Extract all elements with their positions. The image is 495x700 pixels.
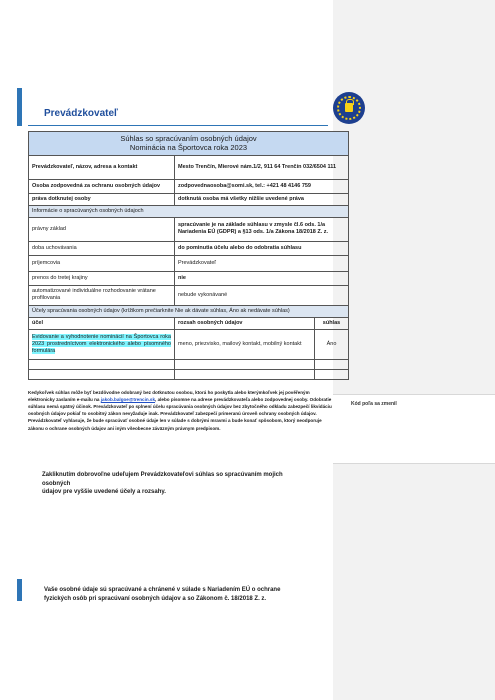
recipients-row (29, 255, 349, 271)
empty-cell (315, 369, 349, 379)
footer-line2: fyzických osôb pri spracúvaní osobných údajov a so Zákonom č. 18/2018 Z. z. (44, 595, 267, 602)
controller-value: Mesto Trenčín, Mierové nám.1/2, 911 64 Trenčín 032/6504 111 (175, 155, 349, 179)
agreement-statement (42, 471, 312, 497)
header-divider (28, 125, 328, 126)
rights-value: dotknutá osoba má všetky nižšie uvedené práva (175, 193, 349, 205)
purpose-text: Evidovanie a vyhodnotenie nominácií na Športovca roka 2023 prostredníctvom elektronického alebo písomného formulára (32, 333, 171, 354)
dpo-row (29, 179, 349, 193)
legal-basis-row (29, 217, 349, 241)
agreement-line2: údajov pre vyššie uvedené účely a rozsahy. (42, 489, 166, 496)
purpose-header-row (29, 305, 349, 317)
header-accent-bar (17, 88, 22, 126)
profiling-row (29, 285, 349, 305)
consent-text-part2: , alebo písomne na adrese prevádzkovateľa alebo (155, 397, 264, 403)
consent-text-part3: zodpovednej osoby. Odobratie súhlasu nemá spätný účinok. Prevádzkovateľ po splnení účelu spracúvania osobných údajov bez zbytočného odkladu zabezpečí likvidáciu osobných údajov pokiaľ to osobitný zákon nevyžaduje inak. Prevádzkovateľ zabezpečí primeranú úroveň ochrany osobných údajov. Prevádzkovateľ vyhlasuje, že bude spracúvať osobné údaje len v súlade s dobrými mravmi a bude konať spôsobom, ktorý neodporuje zákonu o ochrane osobných údajov ani iným všeobecne záväzným právnym predpisom. (28, 397, 332, 431)
purpose-columns-row (29, 317, 349, 329)
consent-withdrawal-text (28, 389, 333, 432)
consent-checkbox[interactable]: Áno (315, 329, 349, 359)
page-title: Prevádzkovateľ (44, 108, 118, 119)
purpose-row (29, 329, 349, 359)
recipients-value: Prevádzkovateľ (175, 255, 349, 271)
empty-cell (175, 359, 315, 369)
padlock-icon (345, 103, 353, 112)
transfer-row (29, 271, 349, 285)
info-section-header: Informácie o spracúvaných osobných údajoch (29, 205, 349, 217)
form-title-row (29, 132, 349, 156)
controller-label: Prevádzkovateľ, názov, adresa a kontakt (29, 155, 175, 179)
controller-row (29, 155, 349, 179)
transfer-label: prenos do tretej krajiny (29, 271, 175, 285)
form-title-line2: Nominácia na Športovca roka 2023 (129, 143, 248, 153)
footer-note (44, 586, 334, 603)
retention-value: do pominutia účelu alebo do odobratia súhlasu (175, 241, 349, 255)
agreement-line1: Zakliknutím dobrovoľne udeľujem Prevádzkovateľovi súhlas so spracúvaním mojich osobných (42, 472, 283, 487)
column-scope: rozsah osobných údajov (175, 317, 315, 329)
profiling-label: automatizované individuálne rozhodovanie vrátane profilovania (29, 285, 175, 305)
empty-cell (315, 359, 349, 369)
rights-row (29, 193, 349, 205)
empty-cell (175, 369, 315, 379)
footer-line1: Vaše osobné údaje sú spracúvané a chránené v súlade s Nariadením EÚ o ochrane (44, 587, 281, 593)
scope-cell: meno, priezvisko, mailový kontakt, mobilný kontakt (175, 329, 315, 359)
column-purpose: účel (29, 317, 175, 329)
consent-text-part1: Kedykoľvek súhlas môže byť bezdôvodne odobraný bez dotknutou osobou, ktorá ho poskytla alebo kterýmkoľvek jej pověřeným elektronicky zaslaním e-mailu na (28, 390, 310, 403)
column-consent: súhlas (315, 317, 349, 329)
recipients-label: príjemcovia (29, 255, 175, 271)
profiling-value: nebude vykonávané (175, 285, 349, 305)
empty-cell (29, 369, 175, 379)
change-note-label: Kód poľa sa zmenil (351, 401, 397, 407)
purpose-section-header: Účely spracúvania osobných údajov (krížikom prečiarknite Nie ak dávate súhlas, Áno ak nedávate súhlas) (29, 305, 349, 317)
retention-label: doba uchovávania (29, 241, 175, 255)
legal-basis-label: právny základ (29, 217, 175, 241)
purpose-cell (29, 329, 175, 359)
rights-label: práva dotknutej osoby (29, 193, 175, 205)
retention-row (29, 241, 349, 255)
transfer-value: nie (175, 271, 349, 285)
empty-row-1 (29, 359, 349, 369)
legal-basis-value: spracúvanie je na základe súhlasu v zmysle čl.6 ods. 1/a Nariadenia EÚ (GDPR) a §13 ods. 1/a Zákona 18/2018 Z. z. (175, 217, 349, 241)
consent-form-table (28, 131, 349, 380)
dpo-value: zodpovednaosoba@somi.sk, tel.: +421 48 4146 759 (175, 179, 349, 193)
empty-row-2 (29, 369, 349, 379)
empty-cell (29, 359, 175, 369)
form-title-line1: Súhlas so spracúvaním osobných údajov (120, 134, 257, 143)
footer-accent-bar (17, 579, 22, 601)
dpo-label: Osoba zodpovedná za ochranu osobných údajov (29, 179, 175, 193)
info-header-row (29, 205, 349, 217)
withdrawal-email-link[interactable]: jakob.balgoe@trencin.sk (100, 397, 156, 403)
form-title (29, 132, 349, 156)
eu-gdpr-logo-icon (333, 92, 365, 124)
